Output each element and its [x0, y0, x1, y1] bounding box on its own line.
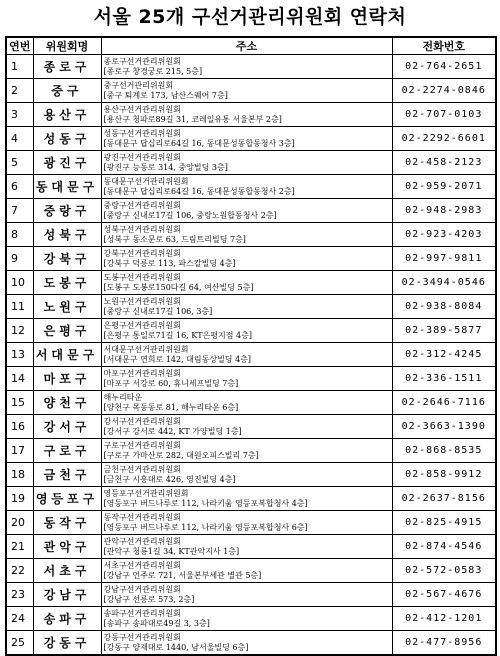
- phone-number: 02-412-1201: [392, 607, 496, 631]
- phone-number: 02-948-2983: [392, 199, 496, 223]
- row-number: 5: [6, 151, 33, 175]
- committee-name: 강남구: [33, 583, 101, 607]
- street-address: [금천구 시흥대로 426, 영진빌딩 4층]: [103, 474, 236, 484]
- table-row: [6, 103, 496, 127]
- header-name: 위원회명: [33, 37, 101, 55]
- table-row: [6, 271, 496, 295]
- address-cell: [101, 295, 392, 319]
- committee-name: 도봉구: [33, 271, 101, 295]
- street-address: [동대문구 답십리로64길 16, 동대문성동합동청사 3층]: [103, 138, 295, 148]
- office-name: 성동구선거관리위원회: [103, 128, 181, 138]
- office-name: 강남구선거관리위원회: [103, 584, 181, 594]
- phone-number: 02-707-0103: [392, 103, 496, 127]
- street-address: [중랑구 신내로17길 106, 3층]: [103, 306, 213, 316]
- address-cell: [101, 439, 392, 463]
- office-name: 강동구선거관리위원회: [103, 632, 181, 642]
- street-address: [중랑구 신내로17길 106, 중랑노원합동청사 2층]: [103, 210, 277, 220]
- table-row: [6, 79, 496, 103]
- street-address: [송파구 송파대로49길 3, 3층]: [103, 618, 210, 628]
- row-number: 20: [6, 511, 33, 535]
- committee-name: 서초구: [33, 559, 101, 583]
- phone-number: 02-312-4245: [392, 343, 496, 367]
- table-row: [6, 439, 496, 463]
- committee-name: 노원구: [33, 295, 101, 319]
- table-row: [6, 463, 496, 487]
- address-cell: [101, 391, 392, 415]
- phone-number: 02-567-4676: [392, 583, 496, 607]
- office-name: 서초구선거관리위원회: [103, 560, 181, 570]
- phone-number: 02-389-5877: [392, 319, 496, 343]
- header-no: 연번: [6, 37, 33, 55]
- office-name: 종로구선거관리위원회: [103, 56, 181, 66]
- street-address: [광진구 능동로 314, 중앙빌딩 3층]: [103, 162, 228, 172]
- address-cell: [101, 631, 392, 656]
- phone-number: 02-825-4915: [392, 511, 496, 535]
- row-number: 7: [6, 199, 33, 223]
- committee-name: 강동구: [33, 631, 101, 656]
- office-name: 도봉구선거관리위원회: [103, 272, 181, 282]
- street-address: [강서구 강서로 442, KT 가양빌딩 1층]: [103, 426, 242, 436]
- office-name: 강서구선거관리위원회: [103, 416, 181, 426]
- office-name: 동작구선거관리위원회: [103, 512, 181, 522]
- row-number: 15: [6, 391, 33, 415]
- row-number: 21: [6, 535, 33, 559]
- phone-number: 02-2274-0846: [392, 79, 496, 103]
- row-number: 13: [6, 343, 33, 367]
- row-number: 11: [6, 295, 33, 319]
- committee-name: 종로구: [33, 55, 101, 79]
- address-cell: [101, 319, 392, 343]
- address-cell: [101, 103, 392, 127]
- committee-name: 성북구: [33, 223, 101, 247]
- office-name: 광진구선거관리위원회: [103, 152, 181, 162]
- phone-number: 02-477-8956: [392, 631, 496, 656]
- office-name: 금천구선거관리위원회: [103, 464, 181, 474]
- committee-name: 광진구: [33, 151, 101, 175]
- phone-number: 02-923-4203: [392, 223, 496, 247]
- street-address: [관악구 청룡1길 34, KT관악지사 1층]: [103, 546, 240, 556]
- table-row: [6, 487, 496, 511]
- committee-name: 동작구: [33, 511, 101, 535]
- row-number: 6: [6, 175, 33, 199]
- office-name: 중랑구선거관리위원회: [103, 200, 181, 210]
- phone-number: 02-2646-7116: [392, 391, 496, 415]
- address-cell: [101, 127, 392, 151]
- address-cell: [101, 247, 392, 271]
- office-name: 동대문구선거관리위원회: [103, 176, 189, 186]
- committee-name: 송파구: [33, 607, 101, 631]
- row-number: 10: [6, 271, 33, 295]
- row-number: 12: [6, 319, 33, 343]
- office-name: 은평구선거관리위원회: [103, 320, 181, 330]
- address-cell: [101, 151, 392, 175]
- address-cell: [101, 79, 392, 103]
- row-number: 24: [6, 607, 33, 631]
- committee-name: 용산구: [33, 103, 101, 127]
- phone-number: 02-336-1511: [392, 367, 496, 391]
- street-address: [구로구 가마산로 282, 대원오피스빌리 7층]: [103, 450, 259, 460]
- address-cell: [101, 607, 392, 631]
- row-number: 3: [6, 103, 33, 127]
- address-cell: [101, 511, 392, 535]
- address-cell: [101, 223, 392, 247]
- address-cell: [101, 55, 392, 79]
- office-name: 성북구선거관리위원회: [103, 224, 181, 234]
- phone-number: 02-2292-6601: [392, 127, 496, 151]
- office-name: 중구선거관리위원회: [103, 80, 174, 90]
- row-number: 16: [6, 415, 33, 439]
- page-title: 서울 25개 구선거관리위원회 연락처: [93, 6, 407, 28]
- office-name: 마포구선거관리위원회: [103, 368, 181, 378]
- row-number: 22: [6, 559, 33, 583]
- table-row: [6, 511, 496, 535]
- row-number: 25: [6, 631, 33, 656]
- street-address: [은평구 통일로71길 16, KT은평지점 4층]: [103, 330, 252, 340]
- office-name: 노원구선거관리위원회: [103, 296, 181, 306]
- street-address: [도봉구 도봉로150다길 64, 여산빌딩 5층]: [103, 282, 254, 292]
- row-number: 19: [6, 487, 33, 511]
- committee-name: 성동구: [33, 127, 101, 151]
- street-address: [영등포구 버드나루로 112, 나라키움 영등포복합청사 4층]: [103, 498, 308, 508]
- committee-name: 은평구: [33, 319, 101, 343]
- row-number: 17: [6, 439, 33, 463]
- phone-number: 02-868-8535: [392, 439, 496, 463]
- table-row: [6, 559, 496, 583]
- street-address: [강남구 선릉로 573, 2층]: [103, 594, 195, 604]
- street-address: [양천구 목동동로 81, 해누리타운 6층]: [103, 402, 239, 412]
- committee-name: 양천구: [33, 391, 101, 415]
- committee-name: 강서구: [33, 415, 101, 439]
- address-cell: [101, 535, 392, 559]
- phone-number: 02-959-2071: [392, 175, 496, 199]
- phone-number: 02-3663-1390: [392, 415, 496, 439]
- table-row: [6, 631, 496, 656]
- table-row: [6, 199, 496, 223]
- committee-name: 구로구: [33, 439, 101, 463]
- committee-name: 마포구: [33, 367, 101, 391]
- row-number: 23: [6, 583, 33, 607]
- street-address: [영등포구 버드나루로 112, 나라키움 영등포복합청사 6층]: [103, 522, 308, 532]
- table-row: [6, 223, 496, 247]
- address-cell: [101, 559, 392, 583]
- table-row: [6, 391, 496, 415]
- row-number: 9: [6, 247, 33, 271]
- street-address: [강남구 언주로 721, 서울본부세관 별관 5층]: [103, 570, 262, 580]
- table-row: [6, 343, 496, 367]
- office-name: 영등포구선거관리위원회: [103, 488, 189, 498]
- table-row: [6, 127, 496, 151]
- row-number: 14: [6, 367, 33, 391]
- phone-number: 02-2637-8156: [392, 487, 496, 511]
- street-address: [성북구 동소문로 63, 드림트리빌딩 7층]: [103, 234, 246, 244]
- street-address: [용산구 청파로89길 31, 코레일유통 서울본부 2층]: [103, 114, 282, 124]
- committee-name: 강북구: [33, 247, 101, 271]
- office-name: 용산구선거관리위원회: [103, 104, 181, 114]
- committee-name: 영등포구: [33, 487, 101, 511]
- address-cell: [101, 199, 392, 223]
- address-cell: [101, 415, 392, 439]
- table-row: [6, 415, 496, 439]
- row-number: 8: [6, 223, 33, 247]
- address-cell: [101, 463, 392, 487]
- office-name: 송파구선거관리위원회: [103, 608, 181, 618]
- row-number: 2: [6, 79, 33, 103]
- phone-number: 02-3494-0546: [392, 271, 496, 295]
- address-cell: [101, 583, 392, 607]
- street-address: [종로구 창경궁로 215, 5층]: [103, 66, 203, 76]
- header-address: 주소: [101, 37, 392, 55]
- contact-table: [5, 36, 497, 656]
- street-address: [강북구 덕릉로 113, 파스칼빌딩 4층]: [103, 258, 236, 268]
- table-row: [6, 295, 496, 319]
- phone-number: 02-874-4546: [392, 535, 496, 559]
- address-cell: [101, 367, 392, 391]
- table-row: [6, 319, 496, 343]
- committee-name: 동대문구: [33, 175, 101, 199]
- table-row: [6, 151, 496, 175]
- committee-name: 서대문구: [33, 343, 101, 367]
- office-name: 구로구선거관리위원회: [103, 440, 181, 450]
- street-address: [서대문구 연희로 142, 대림동상빌딩 4층]: [103, 354, 252, 364]
- committee-name: 금천구: [33, 463, 101, 487]
- address-cell: [101, 175, 392, 199]
- row-number: 18: [6, 463, 33, 487]
- committee-name: 중랑구: [33, 199, 101, 223]
- street-address: [마포구 서강로 60, 휴니세프빌딩 7층]: [103, 378, 239, 388]
- row-number: 1: [6, 55, 33, 79]
- committee-name: 관악구: [33, 535, 101, 559]
- phone-number: 02-858-9912: [392, 463, 496, 487]
- address-cell: [101, 343, 392, 367]
- street-address: [동대문구 답십리로64길 16, 동대문성동합동청사 2층]: [103, 186, 295, 196]
- office-name: 서대문구선거관리위원회: [103, 344, 189, 354]
- phone-number: 02-572-0583: [392, 559, 496, 583]
- address-cell: [101, 271, 392, 295]
- street-address: [강동구 양재대로 1440, 남서울빌딩 6층]: [103, 642, 249, 652]
- row-number: 4: [6, 127, 33, 151]
- street-address: [중구 퇴계로 173, 남산스퀘어 7층]: [103, 90, 228, 100]
- committee-name: 중구: [33, 79, 101, 103]
- address-cell: [101, 487, 392, 511]
- table-row: [6, 247, 496, 271]
- phone-number: 02-764-2651: [392, 55, 496, 79]
- table-header-row: [6, 37, 496, 55]
- office-name: 관악구선거관리위원회: [103, 536, 181, 546]
- table-row: [6, 55, 496, 79]
- phone-number: 02-938-8084: [392, 295, 496, 319]
- office-name: 강북구선거관리위원회: [103, 248, 181, 258]
- phone-number: 02-458-2123: [392, 151, 496, 175]
- office-name: 해누리타운: [103, 392, 143, 402]
- table-row: [6, 583, 496, 607]
- header-phone: 전화번호: [392, 37, 496, 55]
- table-row: [6, 175, 496, 199]
- phone-number: 02-997-9811: [392, 247, 496, 271]
- table-row: [6, 367, 496, 391]
- table-row: [6, 607, 496, 631]
- table-row: [6, 535, 496, 559]
